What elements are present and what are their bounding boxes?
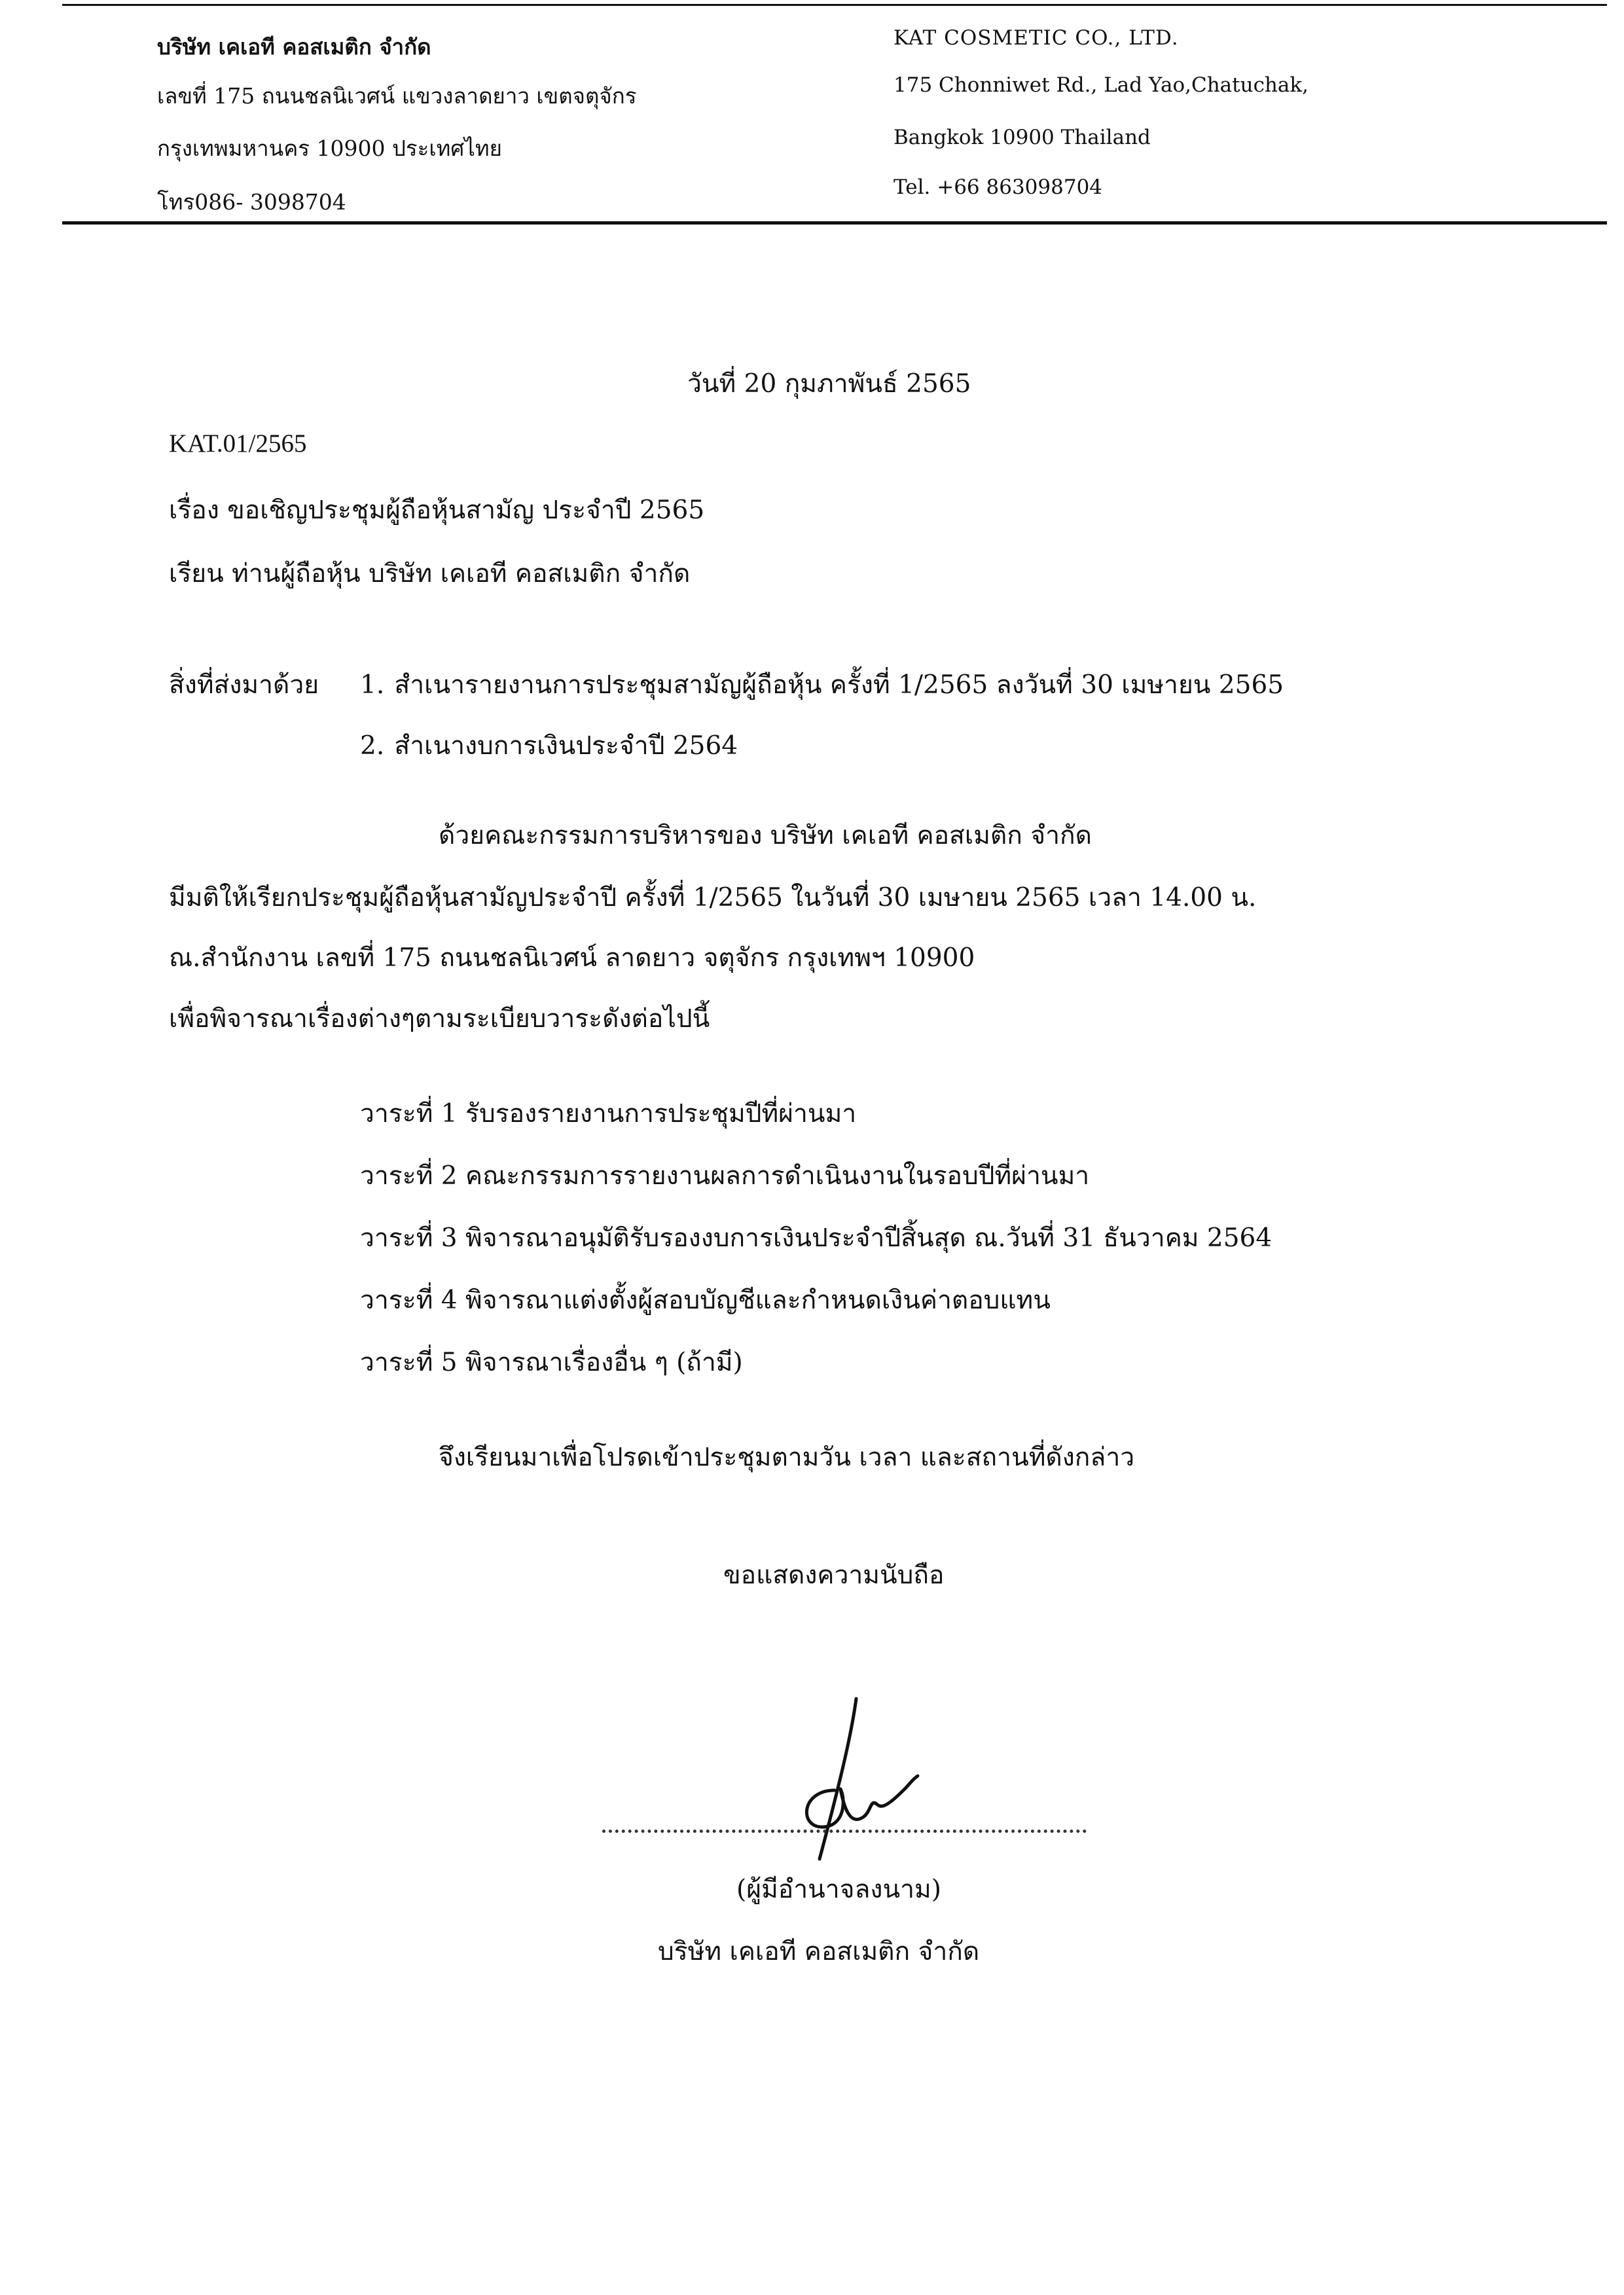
- agenda-item-5: วาระที่ 5 พิจารณาเรื่องอื่น ๆ (ถ้ามี): [360, 1348, 743, 1377]
- address-english-line2: Bangkok 10900 Thailand: [893, 126, 1151, 149]
- signatory-company: บริษัท เคเอที คอสเมติก จำกัด: [658, 1937, 980, 1966]
- company-name-thai: บริษัท เคเอที คอสเมติก จำกัด: [157, 34, 431, 60]
- salutation-line: เรียน ท่านผู้ถือหุ้น บริษัท เคเอที คอสเมติก จำกัด: [169, 559, 691, 588]
- agenda-item-4: วาระที่ 4 พิจารณาแต่งตั้งผู้สอบบัญชีและกำหนดเงินค่าตอบแทน: [360, 1286, 1051, 1315]
- enclosure-number: 2.: [360, 731, 385, 761]
- enclosure-item-2: [360, 725, 738, 766]
- body-line-1: ด้วยคณะกรรมการบริหารของ บริษัท เคเอที คอสเมติก จำกัด: [439, 821, 1092, 850]
- company-name-english: KAT COSMETIC CO., LTD.: [893, 26, 1179, 50]
- signature-image: [772, 1692, 929, 1869]
- enclosure-number: 1.: [360, 670, 385, 700]
- enclosure-text: สำเนารายงานการประชุมสามัญผู้ถือหุ้น ครั้งที่ 1/2565 ลงวันที่ 30 เมษายน 2565: [394, 670, 1284, 700]
- phone-english: Tel. +66 863098704: [893, 175, 1103, 199]
- agenda-item-1: วาระที่ 1 รับรองรายงานการประชุมปีที่ผ่านมา: [360, 1099, 857, 1129]
- enclosure-item-1: [360, 664, 1284, 705]
- signature-line: [602, 1830, 1087, 1833]
- top-rule: [62, 4, 1607, 6]
- agenda-item-2: วาระที่ 2 คณะกรรมการรายงานผลการดำเนินงานในรอบปีที่ผ่านมา: [360, 1161, 1090, 1191]
- letterhead-rule: [62, 221, 1607, 225]
- regards-line: ขอแสดงความนับถือ: [723, 1561, 945, 1590]
- phone-thai: โทร086- 3098704: [157, 189, 346, 215]
- reference-number: KAT.01/2565: [169, 429, 307, 458]
- address-thai-line1: เลขที่ 175 ถนนชลนิเวศน์ แขวงลาดยาว เขตจตุจักร: [157, 83, 637, 109]
- closing-line: จึงเรียนมาเพื่อโปรดเข้าประชุมตามวัน เวลา และสถานที่ดังกล่าว: [439, 1443, 1135, 1472]
- enclosure-text: สำเนางบการเงินประจำปี 2564: [394, 731, 738, 761]
- body-line-3: ณ.สำนักงาน เลขที่ 175 ถนนชลนิเวศน์ ลาดยาว จตุจักร กรุงเทพฯ 10900: [169, 943, 975, 973]
- address-english-line1: 175 Chonniwet Rd., Lad Yao,Chatuchak,: [893, 73, 1309, 97]
- signatory-title: (ผู้มีอำนาจลงนาม): [736, 1875, 941, 1904]
- body-line-4: เพื่อพิจารณาเรื่องต่างๆตามระเบียบวาระดังต่อไปนี้: [169, 1004, 710, 1034]
- agenda-item-3: วาระที่ 3 พิจารณาอนุมัติรับรองงบการเงินประจำปีสิ้นสุด ณ.วันที่ 31 ธันวาคม 2564: [360, 1223, 1272, 1253]
- address-thai-line2: กรุงเทพมหานคร 10900 ประเทศไทย: [157, 136, 503, 161]
- letter-date: วันที่ 20 กุมภาพันธ์ 2565: [687, 369, 971, 399]
- body-line-2: มีมติให้เรียกประชุมผู้ถือหุ้นสามัญประจำปี ครั้งที่ 1/2565 ในวันที่ 30 เมษายน 2565 เวลา 14.00 น.: [169, 883, 1257, 913]
- subject-line: เรื่อง ขอเชิญประชุมผู้ถือหุ้นสามัญ ประจำปี 2565: [169, 496, 705, 525]
- enclosures-label: สิ่งที่ส่งมาด้วย: [169, 670, 319, 700]
